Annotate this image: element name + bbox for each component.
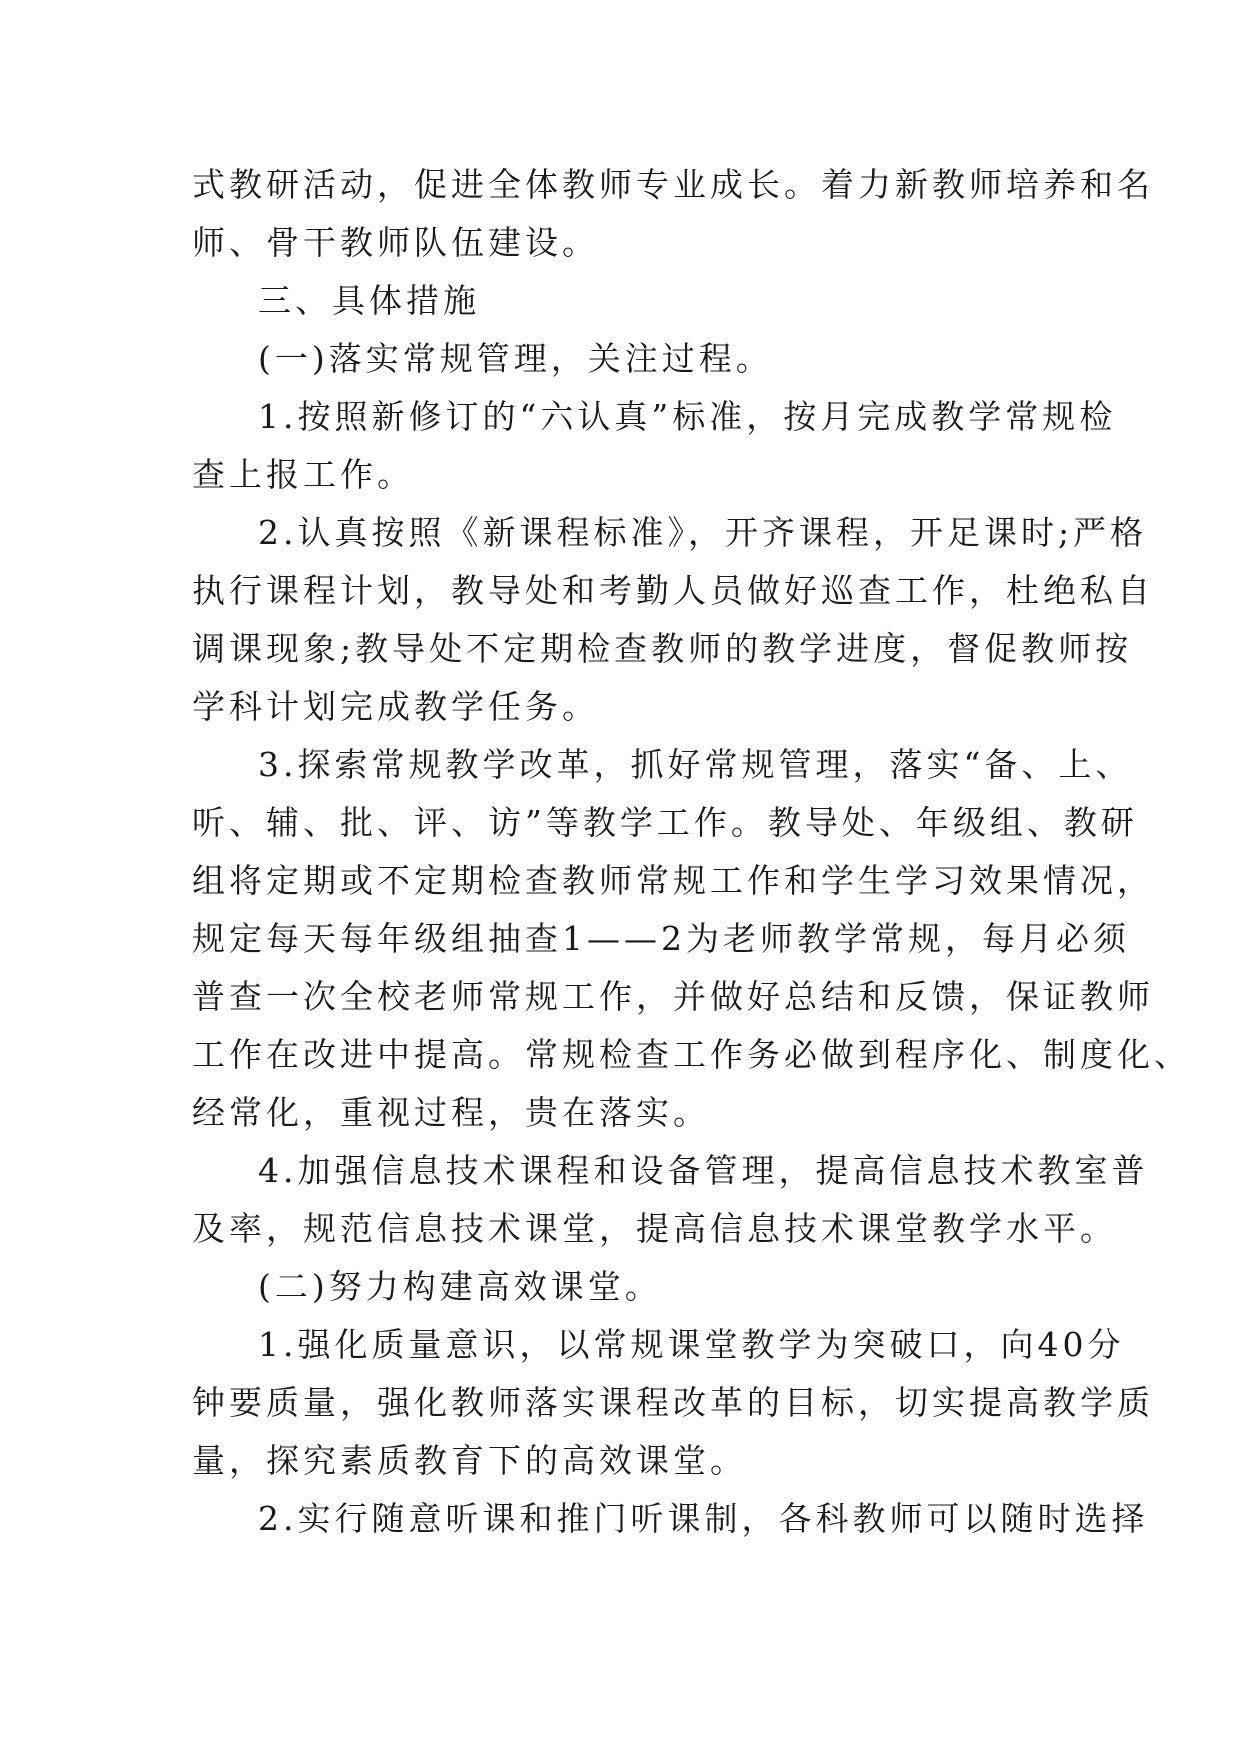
text-line: 经常化，重视过程，贵在落实。 bbox=[192, 1093, 710, 1132]
paragraph bbox=[192, 156, 1154, 272]
text-line: 1.按照新修订的“六认真”标准，按月完成教学常规检 bbox=[258, 397, 1117, 436]
paragraph bbox=[192, 1490, 1149, 1548]
text-line: 钟要质量，强化教师落实课程改革的目标，切实提高教学质 bbox=[192, 1383, 1154, 1422]
text-line: 学科计划完成教学任务。 bbox=[192, 687, 599, 726]
text-line: 听、辅、批、评、访”等教学工作。教导处、年级组、教研 bbox=[192, 803, 1138, 842]
paragraph bbox=[192, 272, 1052, 330]
text-line: 普查一次全校老师常规工作，并做好总结和反馈，保证教师 bbox=[192, 977, 1154, 1016]
text-line: 工作在改进中提高。常规检查工作务必做到程序化、制度化、 bbox=[192, 1035, 1191, 1074]
text-line: 1.强化质量意识，以常规课堂教学为突破口，向40分 bbox=[258, 1325, 1125, 1364]
text-line: 3.探索常规教学改革，抓好常规管理，落实“备、上、 bbox=[258, 745, 1133, 784]
text-line: 4.加强信息技术课程和设备管理，提高信息技术教室普 bbox=[258, 1151, 1149, 1190]
text-line: 式教研活动，促进全体教师专业成长。着力新教师培养和名 bbox=[192, 165, 1154, 204]
text-line: 调课现象;教导处不定期检查教师的教学进度，督促教师按 bbox=[192, 629, 1133, 668]
paragraph bbox=[192, 1142, 1149, 1258]
paragraph bbox=[192, 1258, 1052, 1316]
text-line: 查上报工作。 bbox=[192, 455, 414, 494]
text-line: (二)努力构建高效课堂。 bbox=[258, 1267, 662, 1306]
text-line: 2.实行随意听课和推门听课制，各科教师可以随时选择 bbox=[258, 1499, 1149, 1538]
text-line: 师、骨干教师队伍建设。 bbox=[192, 223, 599, 262]
text-line: (一)落实常规管理，关注过程。 bbox=[258, 339, 773, 378]
text-line: 执行课程计划，教导处和考勤人员做好巡查工作，杜绝私自 bbox=[192, 571, 1154, 610]
paragraph bbox=[192, 388, 1117, 504]
paragraph bbox=[192, 1316, 1154, 1490]
paragraph bbox=[192, 736, 1191, 1142]
text-line: 规定每天每年级组抽查1——2为老师教学常规，每月必须 bbox=[192, 919, 1130, 958]
paragraph bbox=[192, 330, 1052, 388]
text-line: 组将定期或不定期检查教师常规工作和学生学习效果情况， bbox=[192, 861, 1154, 900]
text-line: 2.认真按照《新课程标准》，开齐课程，开足课时;严格 bbox=[258, 513, 1148, 552]
text-line: 三、具体措施 bbox=[258, 281, 480, 320]
paragraph bbox=[192, 504, 1154, 736]
text-line: 及率，规范信息技术课堂，提高信息技术课堂教学水平。 bbox=[192, 1209, 1117, 1248]
text-line: 量，探究素质教育下的高效课堂。 bbox=[192, 1441, 747, 1480]
document-body bbox=[192, 156, 1191, 1548]
